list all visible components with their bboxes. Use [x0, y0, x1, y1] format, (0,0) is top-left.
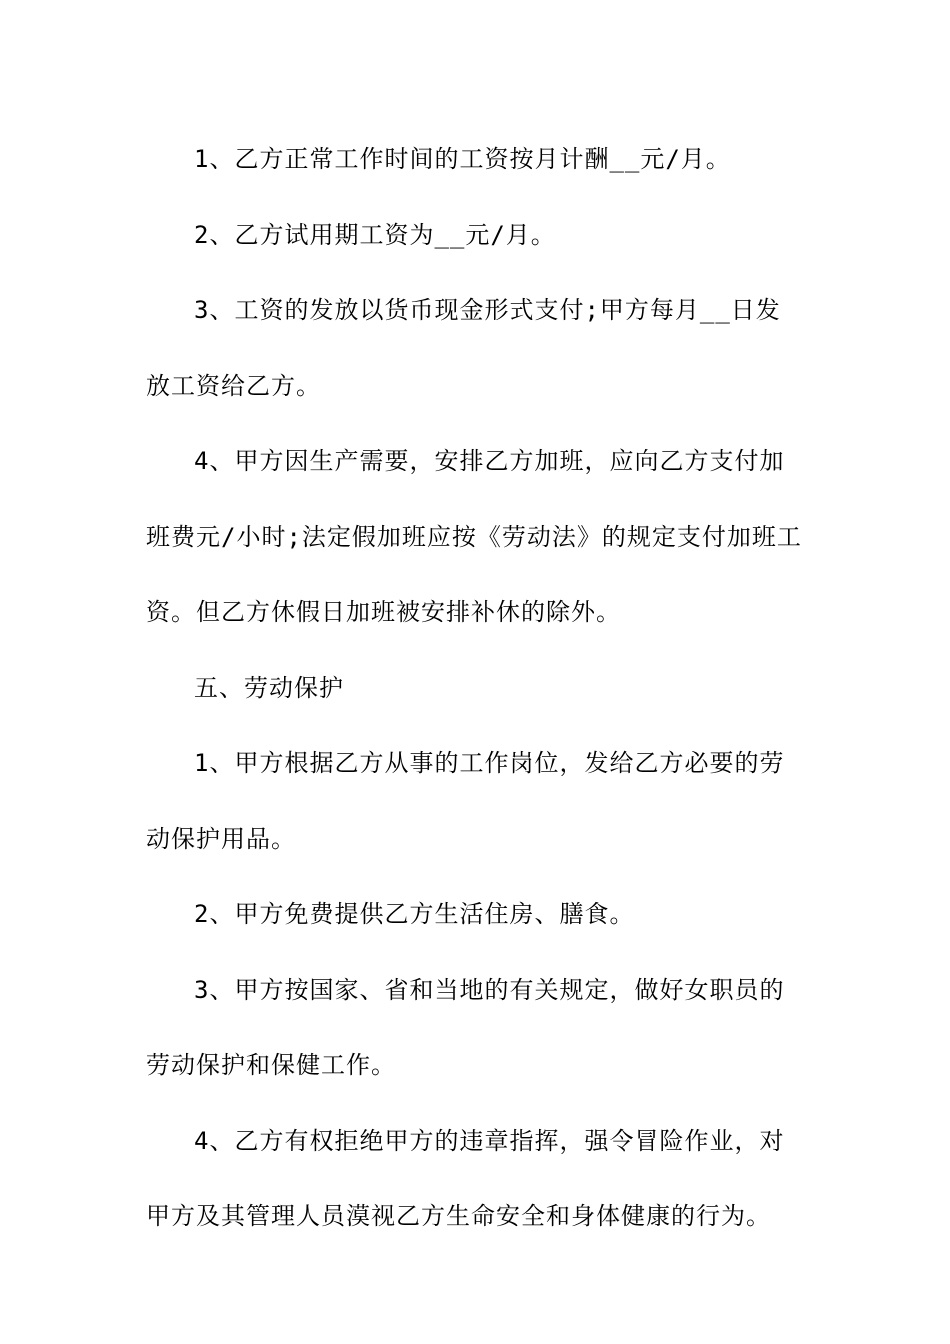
clause-wage-monthly: 1、乙方正常工作时间的工资按月计酬__元/月。	[194, 145, 731, 173]
clause-female-protection: 3、甲方按国家、省和当地的有关规定，做好女职员的劳动保护和保健工作。	[146, 975, 785, 1079]
clause-wage-payment: 3、工资的发放以货币现金形式支付;甲方每月__日发放工资给乙方。	[146, 296, 781, 400]
clause-protective-equipment: 1、甲方根据乙方从事的工作岗位，发给乙方必要的劳动保护用品。	[146, 749, 785, 853]
section-heading-labor-protection: 五、劳动保护	[194, 673, 344, 702]
clause-housing-meals: 2、甲方免费提供乙方生活住房、膳食。	[194, 900, 635, 928]
clause-overtime: 4、甲方因生产需要，安排乙方加班，应向乙方支付加班费元/小时;法定假加班应按《劳动法》的规定支付加班工资。但乙方休假日加班被安排补休的除外。	[146, 447, 802, 626]
clause-refuse-unsafe-orders: 4、乙方有权拒绝甲方的违章指挥，强令冒险作业，对甲方及其管理人员漠视乙方生命安全和身体健康的行为。	[146, 1126, 785, 1230]
clause-probation-wage: 2、乙方试用期工资为__元/月。	[194, 220, 556, 249]
